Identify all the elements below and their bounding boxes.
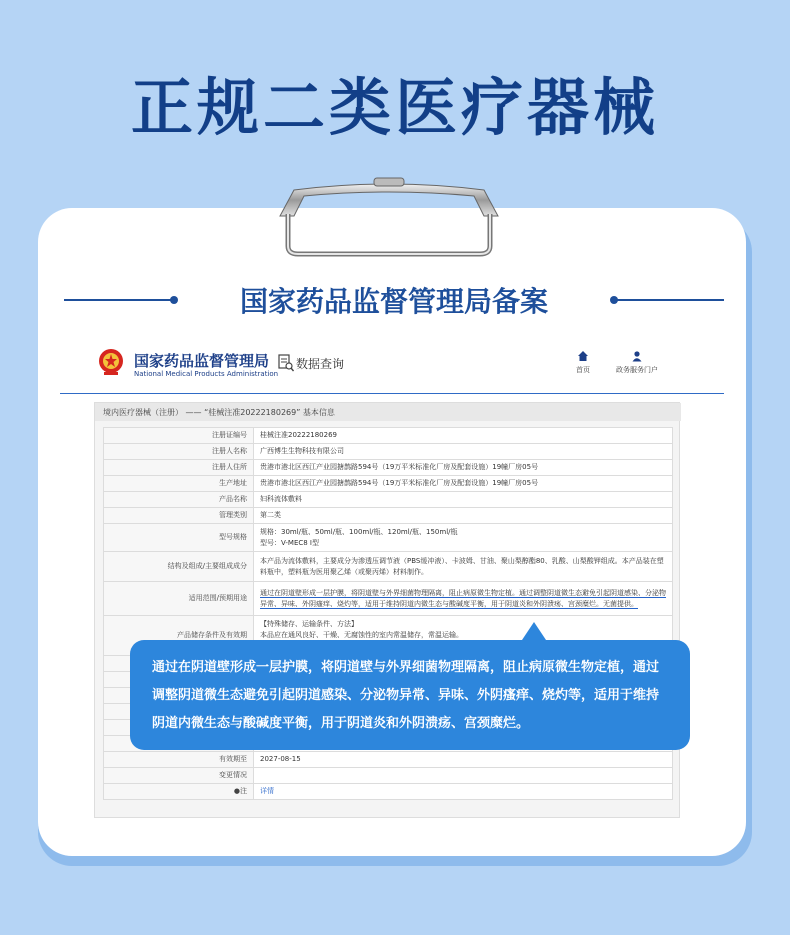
site-header (60, 340, 724, 394)
row-key: 注册人住所 (104, 460, 254, 476)
subtitle: 国家药品监督管理局备案 (239, 285, 548, 318)
subtitle-row (64, 280, 724, 320)
row-key: 注册人名称 (104, 444, 254, 460)
row-key: 适用范围/预期用途 (104, 582, 254, 616)
storage-heading: 【特殊储存、运输条件、方法】 (260, 620, 358, 628)
row-key: 变更情况 (104, 768, 254, 784)
clipboard-clip-icon (274, 176, 504, 258)
row-value: 妇科流体敷料 (254, 492, 673, 508)
table-row (104, 460, 673, 476)
row-value: 贵港市港北区西江产业园搪鹊路594号（19万平米标准化厂房及配套设施）19幢厂房05号 (254, 460, 673, 476)
home-icon (577, 350, 589, 362)
storage-text: 本品应在通风良好、干燥、无腐蚀性的室内常温储存，常温运输。 (260, 631, 463, 639)
row-value: 广西博生生物科技有限公司 (254, 444, 673, 460)
row-value (254, 582, 673, 616)
row-value (254, 524, 673, 552)
row-value: 贵港市港北区西江产业园搪鹊路594号（19万平米标准化厂房及配套设施）19幢厂房05号 (254, 476, 673, 492)
user-icon (631, 350, 643, 362)
row-value: 第二类 (254, 508, 673, 524)
nav-home-label: 首页 (576, 366, 590, 374)
row-key: 产品名称 (104, 492, 254, 508)
row-key: 管理类别 (104, 508, 254, 524)
table-row (104, 476, 673, 492)
row-key: 产品储存条件及有效期 (104, 616, 254, 656)
subtitle-left-line (64, 299, 172, 301)
callout-pointer (522, 622, 546, 640)
registration-panel (94, 402, 680, 818)
table-row (104, 552, 673, 582)
subtitle-right-line (616, 299, 724, 301)
page-headline: 正规二类医疗器械 (130, 71, 659, 144)
row-key: 注册证编号 (104, 428, 254, 444)
row-key: 生产地址 (104, 476, 254, 492)
data-query-link[interactable]: 数据查询 (296, 357, 345, 371)
nav-service-portal[interactable] (616, 350, 658, 375)
row-value: 本产品为流体敷料，主要成分为渗透压调节液（PBS缓冲液）、卡波姆、甘油、聚山梨醇酯80、乳酸、山梨酸钾组成。本产品装在塑料瓶中，塑料瓶为医用聚乙烯（或聚丙烯）材料制作。 (254, 552, 673, 582)
subtitle-left-dot (170, 296, 178, 304)
table-row (104, 444, 673, 460)
intended-use-callout: 通过在阴道壁形成一层护膜，将阴道壁与外界细菌物理隔离，阻止病原微生物定植，通过调整阴道微生态避免引起阴道感染、分泌物异常、异味、外阴瘙痒、烧灼等，适用于维持阴道内微生态与酸碱度平衡，用于阴道炎和外阴溃疡、宫颈糜烂。 (130, 640, 690, 750)
org-name-en: National Medical Products Administration (134, 370, 279, 378)
row-key: 结构及组成/主要组成成分 (104, 552, 254, 582)
table-row (104, 582, 673, 616)
nav-home[interactable] (576, 350, 590, 375)
table-row (104, 524, 673, 552)
row-key: 有效期至 (104, 752, 254, 768)
row-value (254, 768, 673, 784)
row-value (254, 784, 673, 800)
row-value: 桂械注准20222180269 (254, 428, 673, 444)
table-row (104, 784, 673, 800)
table-row (104, 428, 673, 444)
table-row (104, 768, 673, 784)
national-emblem-icon (98, 348, 124, 376)
nav-service-portal-label: 政务服务门户 (616, 366, 658, 374)
org-name-cn: 国家药品监督管理局 (134, 352, 270, 370)
panel-title: 境内医疗器械（注册） —— “桂械注准20222180269” 基本信息 (95, 403, 681, 421)
spec-line: 规格：30ml/瓶、50ml/瓶、100ml/瓶、120ml/瓶、150ml/瓶 (260, 527, 458, 536)
table-row (104, 752, 673, 768)
table-row (104, 508, 673, 524)
table-row (104, 492, 673, 508)
row-key: ●注 (104, 784, 254, 800)
row-value: 2027-08-15 (254, 752, 673, 768)
model-line: 型号：V-MEC8 Ⅰ型 (260, 538, 319, 547)
row-key: 型号规格 (104, 524, 254, 552)
data-query-icon[interactable] (278, 354, 294, 372)
details-link[interactable]: 详情 (260, 787, 274, 795)
intended-use-text: 通过在阴道壁形成一层护膜，将阴道壁与外界细菌物理隔离，阻止病原微生物定植。通过调整阴道微生态避免引起阴道感染、分泌物异常、异味、外阴瘙痒、烧灼等，适用于维持阴道内微生态与酸碱度平衡，用于阴道炎和外阴溃疡、宫颈糜烂。无菌提供。 (260, 588, 666, 608)
